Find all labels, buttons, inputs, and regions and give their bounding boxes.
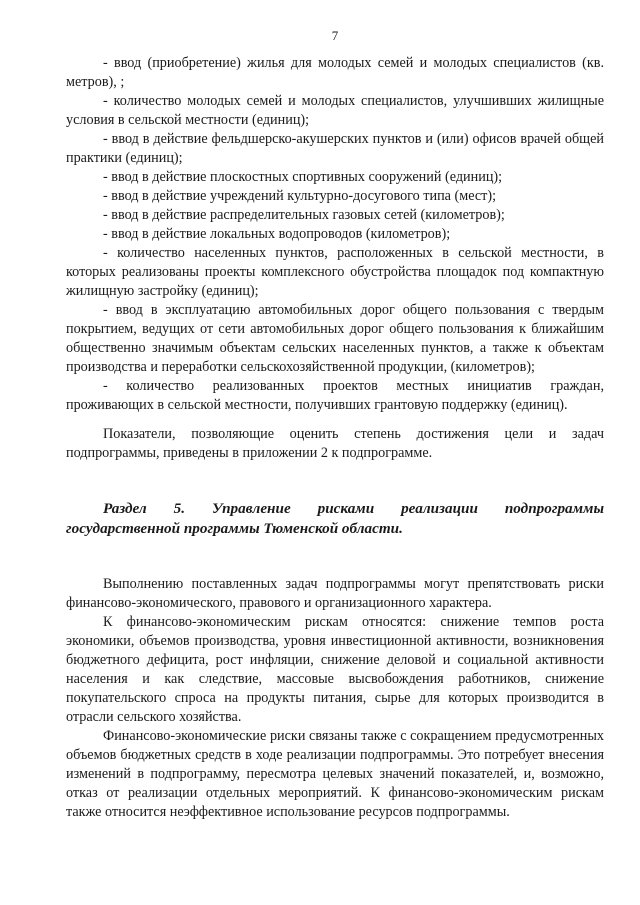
risk-paragraph: Финансово-экономические риски связаны также с сокращением предусмотренных объемов бюджетных средств в ходе реализации подпрограммы. Это потребует внесения изменений в подпрограмму, пересмотра целевых значений показателей, и, возможно, отказ от реализации отдельных мероприятий. К финансово-экономическим рискам также относится неэффективное использование ресурсов подпрограммы. [66,728,604,820]
indicator-item: - ввод (приобретение) жилья для молодых семей и молодых специалистов (кв. метров), ; [66,55,604,90]
indicator-item: - ввод в действие распределительных газовых сетей (километров); [103,207,505,223]
indicators-note: Показатели, позволяющие оценить степень достижения цели и задач подпрограммы, приведены в приложении 2 к подпрограмме. [66,426,604,461]
indicator-item: - ввод в действие плоскостных спортивных сооружений (единиц); [103,169,503,185]
risk-paragraph: Выполнению поставленных задач подпрограммы могут препятствовать риски финансово-экономического, правового и организационного характера. [66,576,604,611]
indicator-item: - ввод в действие фельдшерско-акушерских пунктов и (или) офисов врачей общей практики (единиц); [66,131,604,166]
page-number: 7 [331,28,339,43]
section-heading: Раздел 5. Управление рисками реализации подпрограммы государственной программы Тюменской области. [66,500,604,537]
indicator-item: - ввод в эксплуатацию автомобильных дорог общего пользования с твердым покрытием, ведущих от сети автомобильных дорог общего пользования к ближайшим общественно значимым объектам сельских населенных пунктов, а также к объектам производства и переработки сельскохозяйственной продукции, (километров); [66,302,604,375]
indicators-list [66,54,604,415]
indicator-item: - количество реализованных проектов местных инициатив граждан, проживающих в сельской местности, получивших грантовую поддержку (единиц). [66,378,604,413]
indicator-item: - ввод в действие учреждений культурно-досугового типа (мест); [103,188,497,204]
indicator-item: - ввод в действие локальных водопроводов (километров); [103,226,451,242]
indicator-item: - количество населенных пунктов, расположенных в сельской местности, в которых реализованы проекты комплексного обустройства площадок под компактную жилищную застройку (единиц); [66,245,604,299]
risk-paragraph: К финансово-экономическим рискам относятся: снижение темпов роста экономики, объемов производства, уровня инвестиционной активности, возникновения бюджетного дефицита, рост инфляции, снижение деловой и социальной активности населения и как следствие, массовые высвобождения работников, снижение покупательского спроса на продукты питания, сырье для которых производится в отрасли сельского хозяйства. [66,614,604,725]
indicator-item: - количество молодых семей и молодых специалистов, улучшивших жилищные условия в сельской местности (единиц); [66,93,604,128]
